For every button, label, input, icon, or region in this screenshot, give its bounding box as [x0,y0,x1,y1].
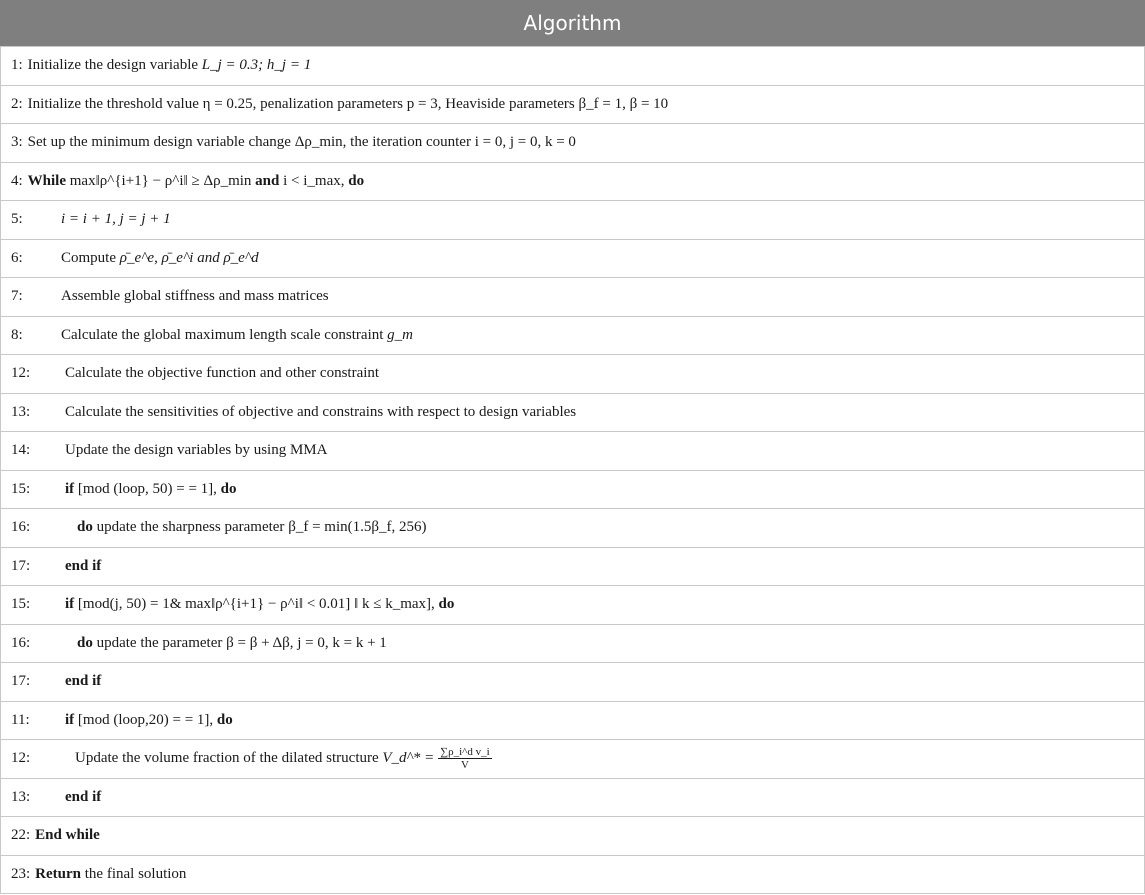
math-expression: L_j = 0.3; h_j = 1 [201,57,312,74]
line-number: 8: [11,326,23,343]
line-number: 11: [11,711,30,728]
line-text: Update the design variables by using MMA [65,442,328,459]
line-text: if [mod (loop, 50) = = 1], do [65,480,237,497]
line-text: Assemble global stiffness and mass matrices [61,288,329,305]
math-expression: i < i_max, [283,172,345,189]
line-number: 3: [11,134,23,151]
line-text: if [mod(j, 50) = 1& max‖ρ^{i+1} − ρ^i‖ < 0.01] ‖ k ≤ k_max], do [65,596,455,613]
line-text: end if [65,557,102,574]
line-number: 17: [11,673,31,690]
table-row [0,86,1145,125]
math-expression: η = 0.25, penalization parameters p = 3, Heaviside parameters β_f = 1, β = 10 [202,95,669,112]
table-row [0,702,1145,741]
line-text: end if [65,673,102,690]
table-row [0,856,1145,895]
line-text: End while [35,827,100,844]
line-number: 7: [11,288,23,305]
line-text: end if [65,788,102,805]
table-header: Algorithm [0,0,1145,47]
line-number: 13: [11,788,31,805]
table-row [0,355,1145,394]
table-row [0,163,1145,202]
table-row [0,471,1145,510]
line-number: 23: [11,865,31,882]
math-expression: β_f = min(1.5β_f, 256) [288,519,427,536]
table-row [0,625,1145,664]
line-number: 13: [11,403,31,420]
line-text: Calculate the sensitivities of objective and constrains with respect to design variables [65,403,577,420]
table-row [0,586,1145,625]
line-number: 1: [11,57,23,74]
table-row [0,278,1145,317]
table-row [0,779,1145,818]
table-row [0,47,1145,86]
line-number: 4: [11,172,23,189]
line-text: if [mod (loop,20) = = 1], do [65,711,233,728]
table-row [0,240,1145,279]
line-number: 2: [11,95,23,112]
math-expression: β = β + Δβ, j = 0, k = k + 1 [226,634,387,651]
line-text: do update the parameter β = β + Δβ, j = 0, k = k + 1 [77,634,387,651]
line-text: do update the sharpness parameter β_f = min(1.5β_f, 256) [77,519,427,536]
table-row [0,509,1145,548]
line-number: 15: [11,596,31,613]
line-text: Update the volume fraction of the dilated structure V_d^* = $\frac{\text{∑ρ\_i\textasciicircum{}d v\_i}}{V}$ [75,746,490,772]
table-row [0,548,1145,587]
table-row [0,663,1145,702]
line-number: 6: [11,249,23,266]
line-number: 16: [11,634,31,651]
math-expression: g_m [387,326,413,343]
line-text: Return the final solution [35,865,187,882]
line-text: Calculate the objective function and other constraint [65,365,380,382]
math-expression: max‖ρ^{i+1} − ρ^i‖ ≥ Δρ_min [69,172,252,189]
line-text: While max‖ρ^{i+1} − ρ^i‖ ≥ Δρ_min and i < i_max, do [27,172,365,189]
line-text: Compute ρ̄_e^e, ρ̄_e^i and ρ̄_e^d [61,249,259,266]
math-expression: Δρ_min, the iteration counter i = 0, j = 0, k = 0 [294,134,576,151]
line-number: 5: [11,211,23,228]
line-number: 12: [11,750,31,767]
math-expression: ρ̄_e^e, ρ̄_e^i and ρ̄_e^d [119,249,259,266]
table-row [0,317,1145,356]
line-text: Initialize the design variable L_j = 0.3; h_j = 1 [27,57,312,74]
math-expression: i = i + 1, j = j + 1 [61,211,171,228]
table-row [0,432,1145,471]
table-row [0,124,1145,163]
line-number: 12: [11,365,31,382]
line-text: Calculate the global maximum length scale constraint g_m [61,326,413,343]
line-number: 22: [11,827,31,844]
line-number: 14: [11,442,31,459]
line-number: 16: [11,519,31,536]
table-row [0,817,1145,856]
table-row [0,394,1145,433]
table-row [0,201,1145,240]
math-expression: [mod(j, 50) = 1& max‖ρ^{i+1} − ρ^i‖ < 0.01] ‖ k ≤ k_max], [77,596,435,613]
line-number: 15: [11,480,31,497]
math-expression: V_d^* = [382,750,435,767]
line-number: 17: [11,557,31,574]
fraction: $\frac{\text{∑ρ\_i\textasciicircum{}d v\_i}}{V}$ [440,746,490,772]
line-text: Initialize the threshold value η = 0.25, penalization parameters p = 3, Heaviside parameters β_f = 1, β = 10 [27,95,669,112]
line-text: Set up the minimum design variable change Δρ_min, the iteration counter i = 0, j = 0, k = 0 [27,134,576,151]
table-row [0,740,1145,779]
